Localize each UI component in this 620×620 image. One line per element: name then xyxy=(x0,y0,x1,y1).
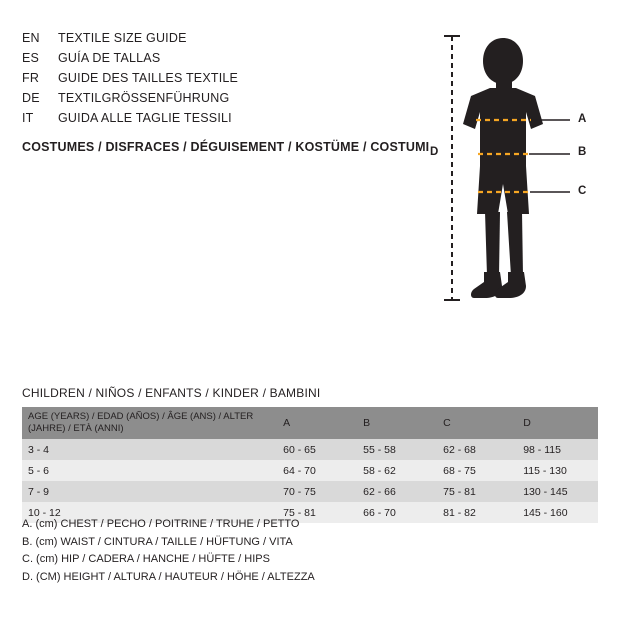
language-text-it: GUIDA ALLE TAGLIE TESSILI xyxy=(58,111,232,125)
language-row-fr xyxy=(22,71,422,91)
language-code-de: DE xyxy=(22,91,40,105)
header-d: D xyxy=(517,407,598,439)
cell-d: 115 - 130 xyxy=(517,460,598,481)
cell-b: 58 - 62 xyxy=(357,460,437,481)
size-table xyxy=(22,407,598,523)
legend-item-a: A. (cm) CHEST / PECHO / POITRINE / TRUHE / PETTO xyxy=(22,518,300,530)
language-text-en: TEXTILE SIZE GUIDE xyxy=(58,31,187,45)
cell-b: 55 - 58 xyxy=(357,439,437,460)
cell-age: 7 - 9 xyxy=(22,481,277,502)
legend-item-d: D. (CM) HEIGHT / ALTURA / HAUTEUR / HÖHE / ALTEZZA xyxy=(22,570,315,583)
header-a: A xyxy=(277,407,357,439)
cell-a: 70 - 75 xyxy=(277,481,357,502)
size-table-body xyxy=(22,439,598,523)
children-section-title: CHILDREN / NIÑOS / ENFANTS / KINDER / BAMBINI xyxy=(22,386,321,400)
cell-c: 68 - 75 xyxy=(437,460,517,481)
language-text-es: GUÍA DE TALLAS xyxy=(58,51,161,65)
table-row xyxy=(22,460,598,481)
language-row-en xyxy=(22,31,422,51)
language-row-it xyxy=(22,111,422,131)
measure-label-c: C xyxy=(578,185,587,197)
cell-c: 62 - 68 xyxy=(437,439,517,460)
table-row xyxy=(22,481,598,502)
language-code-it: IT xyxy=(22,111,34,125)
cell-a: 75 - 81 xyxy=(277,502,357,523)
language-row-es xyxy=(22,51,422,71)
language-text-de: TEXTILGRÖSSENFÜHRUNG xyxy=(58,91,230,105)
measurement-legend xyxy=(22,516,315,586)
table-row xyxy=(22,439,598,460)
cell-b: 66 - 70 xyxy=(357,502,437,523)
legend-item-b: B. (cm) WAIST / CINTURA / TAILLE / HÜFTUNG / VITA xyxy=(22,535,293,548)
cell-a: 64 - 70 xyxy=(277,460,357,481)
cell-d: 145 - 160 xyxy=(517,502,598,523)
size-table-wrap xyxy=(22,386,598,523)
language-text-fr: GUIDE DES TAILLES TEXTILE xyxy=(58,71,239,85)
cell-a: 60 - 65 xyxy=(277,439,357,460)
language-list xyxy=(22,31,422,131)
cell-b: 62 - 66 xyxy=(357,481,437,502)
measure-label-b: B xyxy=(578,146,587,158)
costumes-heading: COSTUMES / DISFRACES / DÉGUISEMENT / KOSTÜME / COSTUMI xyxy=(22,140,430,154)
legend-item-c: C. (cm) HIP / CADERA / HANCHE / HÜFTE / HIPS xyxy=(22,553,270,565)
cell-d: 130 - 145 xyxy=(517,481,598,502)
cell-c: 81 - 82 xyxy=(437,502,517,523)
language-code-en: EN xyxy=(22,31,40,45)
child-silhouette-icon xyxy=(430,28,600,318)
header-age: AGE (YEARS) / EDAD (AÑOS) / ÂGE (ANS) / ALTER (JAHRE) / ETÀ (ANNI) xyxy=(22,407,277,439)
size-table-head xyxy=(22,407,598,439)
header-c: C xyxy=(437,407,517,439)
cell-age: 10 - 12 xyxy=(22,502,277,523)
cell-c: 75 - 81 xyxy=(437,481,517,502)
measure-label-a: A xyxy=(578,113,587,125)
language-code-fr: FR xyxy=(22,71,40,85)
cell-age: 5 - 6 xyxy=(22,460,277,481)
cell-d: 98 - 115 xyxy=(517,439,598,460)
figure-area xyxy=(430,28,600,318)
cell-age: 3 - 4 xyxy=(22,439,277,460)
language-code-es: ES xyxy=(22,51,40,65)
header-b: B xyxy=(357,407,437,439)
measure-label-d: D xyxy=(430,146,439,158)
table-header-row xyxy=(22,407,598,439)
language-row-de xyxy=(22,91,422,111)
